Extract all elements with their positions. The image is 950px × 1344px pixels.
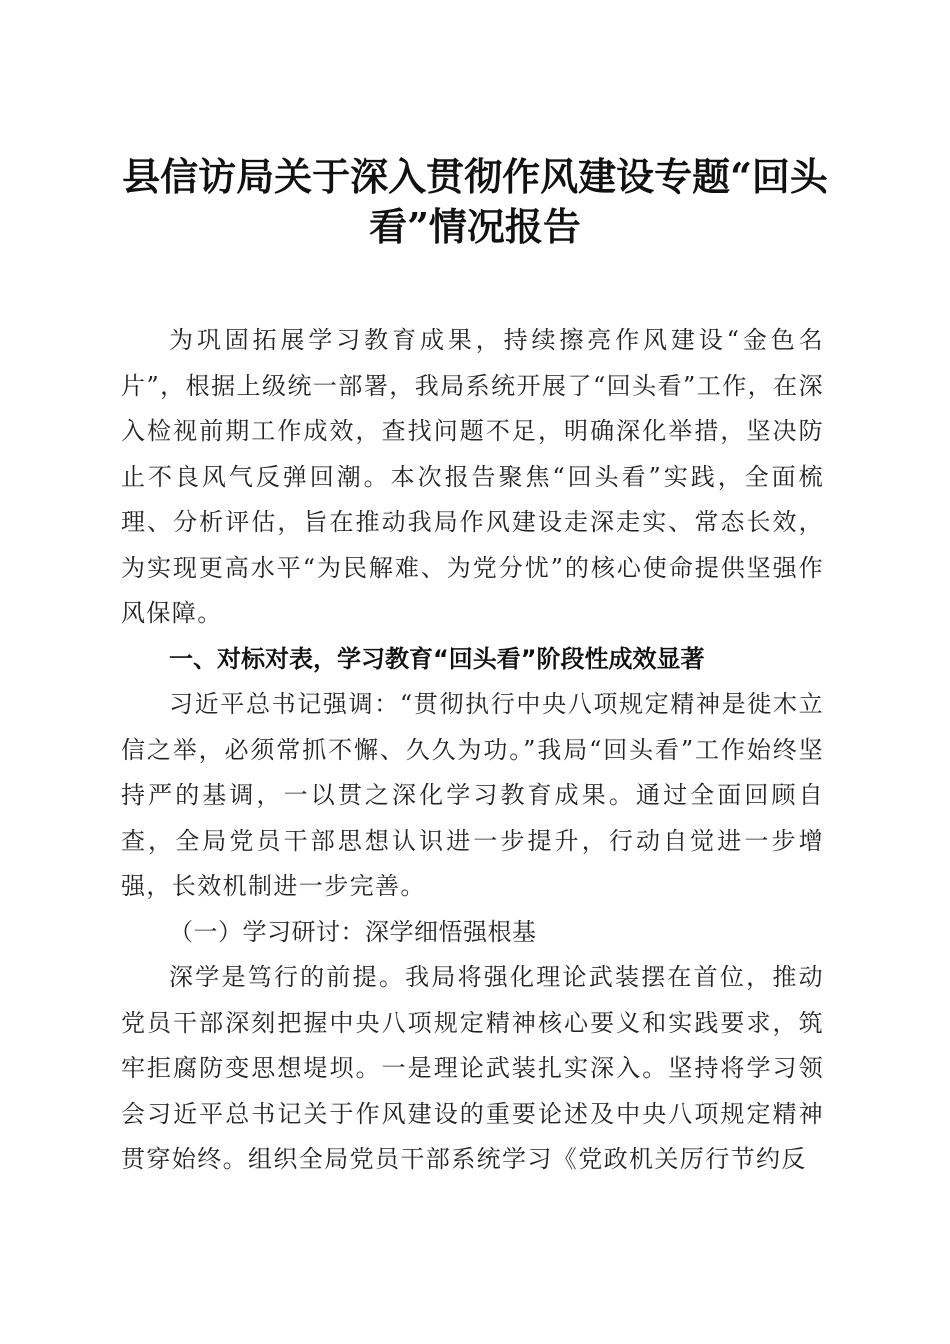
subsection-1-paragraph: 深学是笃行的前提。我局将强化理论武装摆在首位，推动党员干部深刻把握中央八项规定精神核心要义和实践要求，筑牢拒腐防变思想堤坝。一是理论武装扎实深入。坚持将学习领会习近平总书记关于作风建设的重要论述及中央八项规定精神贯穿始终。组织全局党员干部系统学习《党政机关厉行节约反 bbox=[121, 963, 824, 1173]
section-heading-1: 一、对标对表，学习教育“回头看”阶段性成效显著 bbox=[169, 644, 705, 673]
intro-paragraph: 为巩固拓展学习教育成果，持续擦亮作风建设“金色名片”，根据上级统一部署，我局系统开展了“回头看”工作，在深入检视前期工作成效，查找问题不足，明确深化举措，坚决防止不良风气反弹回潮。本次报告聚焦“回头看”实践，全面梳理、分析评估，旨在推动我局作风建设走深走实、常态长效，为实现更高水平“为民解难、为党分忧”的核心使命提供坚强作风保障。 bbox=[121, 326, 824, 627]
document-title: 县信访局关于深入贯彻作风建设专题“回头看”情况报告 bbox=[122, 154, 828, 249]
subsection-heading-1: （一）学习研讨：深学细悟强根基 bbox=[169, 917, 537, 946]
document-body bbox=[121, 318, 824, 1183]
section-1-paragraph: 习近平总书记强调：“贯彻执行中央八项规定精神是徙木立信之举，必须常抓不懈、久久为功。”我局“回头看”工作始终坚持严的基调，一以贯之深化学习教育成果。通过全面回顾自查，全局党员干部思想认识进一步提升，行动自觉进一步增强，长效机制进一步完善。 bbox=[121, 690, 824, 900]
